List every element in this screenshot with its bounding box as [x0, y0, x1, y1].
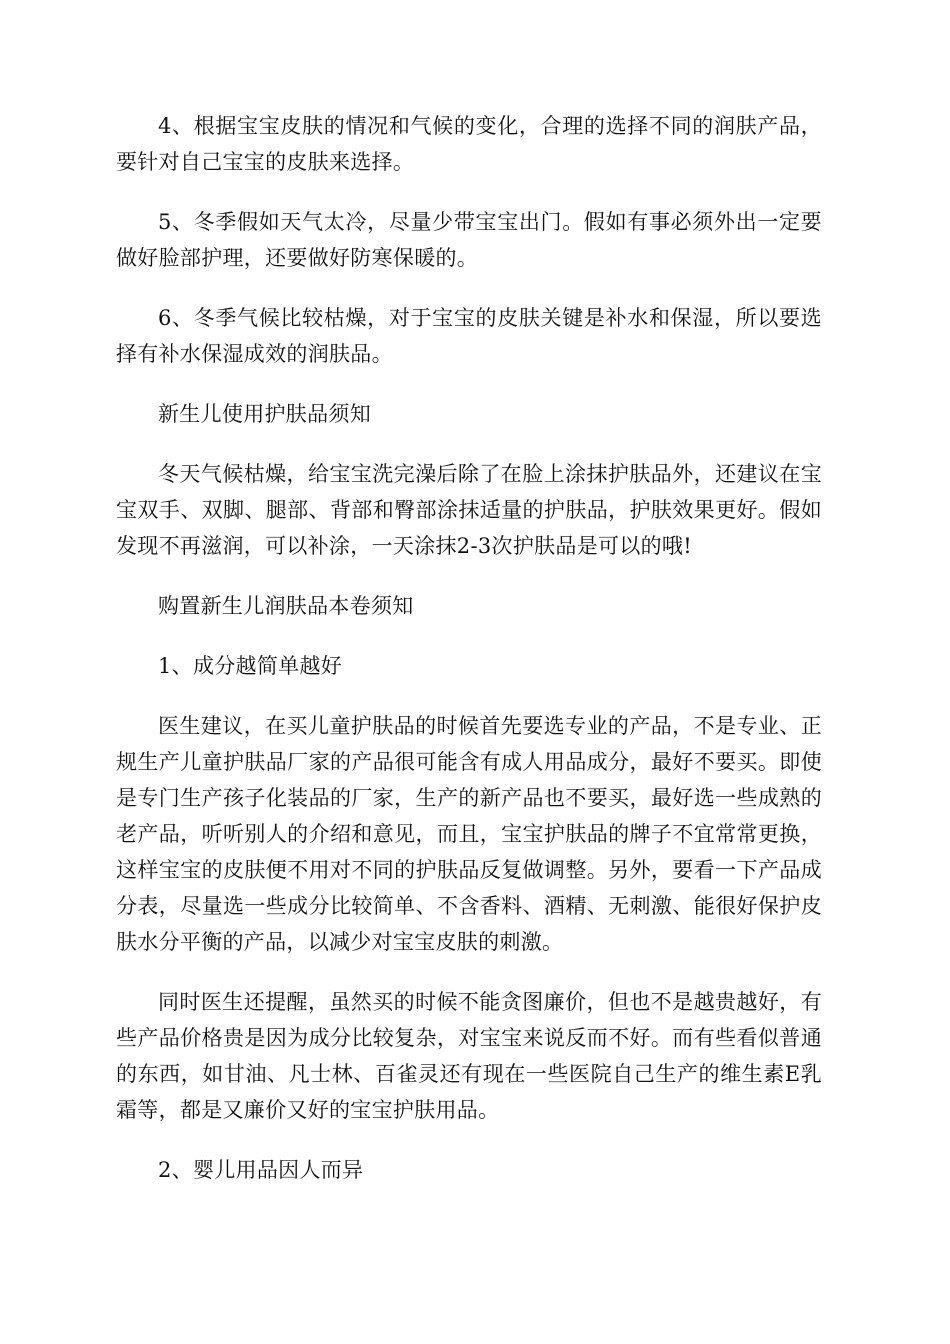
subheading-varies-by-person: 2、婴儿用品因人而异: [158, 1158, 364, 1182]
paragraph-tip-5: 5、冬季假如天气太冷，尽量少带宝宝出门。假如有事必须外出一定要做好脸部护理，还要做好防寒保暖的。: [116, 210, 822, 270]
subheading-simple-ingredients: 1、成分越简单越好: [158, 654, 343, 678]
paragraph-winter-care: 冬天气候枯燥，给宝宝洗完澡后除了在脸上涂抹护肤品外，还建议在宝宝双手、双脚、腿部、背部和臀部涂抹适量的护肤品，护肤效果更好。假如发现不再滋润，可以补涂，一天涂抹2-3次护肤品是可以的哦!: [116, 462, 822, 558]
section-heading-purchase-notes: 购置新生儿润肤品本卷须知: [158, 594, 414, 618]
paragraph-price-reminder: 同时医生还提醒，虽然买的时候不能贪图廉价，但也不是越贵越好，有些产品价格贵是因为成分比较复杂，对宝宝来说反而不好。而有些看似普通的东西，如甘油、凡士林、百雀灵还有现在一些医院自己生产的维生素E乳霜等，都是又廉价又好的宝宝护肤用品。: [116, 990, 822, 1122]
section-heading-newborn-usage: 新生儿使用护肤品须知: [158, 402, 371, 426]
paragraph-tip-6: 6、冬季气候比较枯燥，对于宝宝的皮肤关键是补水和保湿，所以要选择有补水保湿成效的润肤品。: [116, 306, 822, 366]
paragraph-doctor-advice: 医生建议，在买儿童护肤品的时候首先要选专业的产品，不是专业、正规生产儿童护肤品厂家的产品很可能含有成人用品成分，最好不要买。即使是专门生产孩子化装品的厂家，生产的新产品也不要买，最好选一些成熟的老产品，听听别人的介绍和意见，而且，宝宝护肤品的牌子不宜常常更换，这样宝宝的皮肤便不用对不同的护肤品反复做调整。另外，要看一下产品成分表，尽量选一些成分比较简单、不含香料、酒精、无刺激、能很好保护皮肤水分平衡的产品，以减少对宝宝皮肤的刺激。: [116, 714, 822, 954]
paragraph-tip-4: 4、根据宝宝皮肤的情况和气候的变化，合理的选择不同的润肤产品，要针对自己宝宝的皮肤来选择。: [116, 114, 822, 174]
